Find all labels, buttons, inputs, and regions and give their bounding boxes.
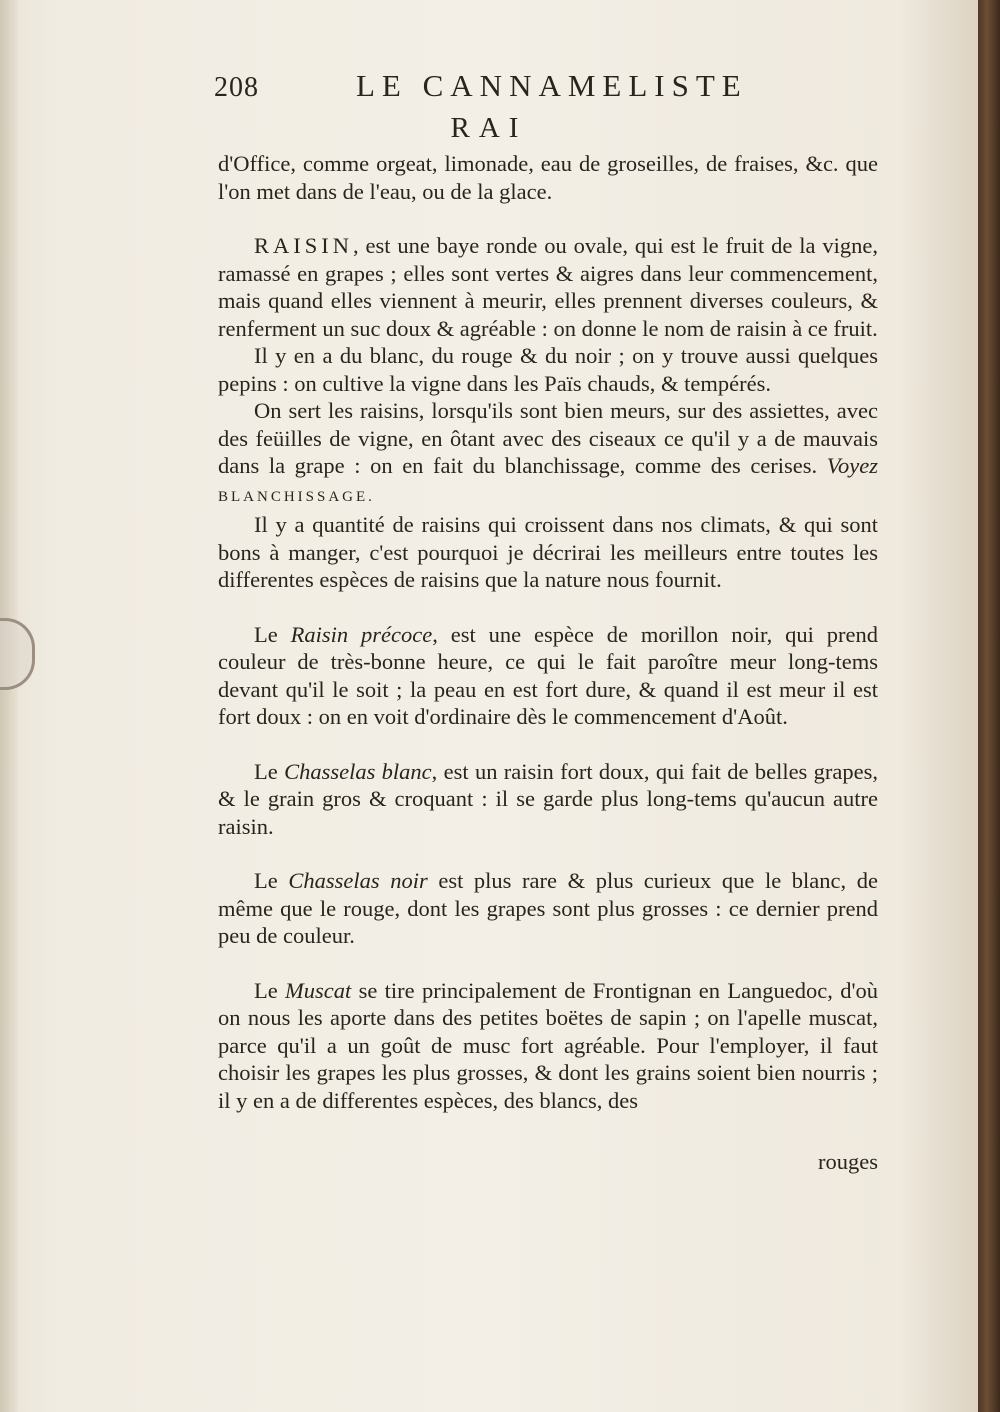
entry-text: , est une baye ronde ou ovale, qui est le fruit de la vigne, ramassé en grapes ; elles sont vertes & aigres dans leur commencement, mais quand elles viennent à meurir, elles prennent diverses couleurs, & renferment un suc doux & agréable : on donne le nom de raisin à ce fruit. (218, 233, 878, 341)
page-number: 208 (214, 72, 259, 103)
paragraph: Il y en a du blanc, du rouge & du noir ; on y trouve aussi quelques pepins : on cultive la vigne dans les Païs chauds, & tempérés. (218, 343, 878, 396)
variety-text: se tire principalement de Frontignan en Languedoc, d'où on nous les aporte dans des petites boëtes de sapin ; on l'apelle muscat, parce qu'il a un goût de musc fort agréable. Pour l'employer, il faut choisir les grapes les plus grosses, & dont les grains soient bien nourris ; il y en a de differentes espèces, des blancs, des (218, 977, 879, 1113)
paragraph-text: On sert les raisins, lorsqu'ils sont bien meurs, sur des assiettes, avec des feüilles de vigne, en ôtant avec des ciseaux ce qu'il y a de mauvais dans la grape : on en fait du blanchissage, comme des cerises. (218, 398, 878, 478)
cross-reference-target: BLANCHISSAGE. (218, 488, 375, 505)
page-edge (0, 0, 18, 1412)
entry-raisin (218, 232, 878, 342)
paragraph-continuation: d'Office, comme orgeat, limonade, eau de groseilles, de fraises, &c. que l'on met dans de l'eau, ou de la glace. (218, 151, 878, 204)
variety-paragraph (218, 621, 878, 731)
entry-headword: RAISIN (254, 233, 354, 258)
running-head (0, 68, 978, 108)
variety-term: Chasselas blanc (284, 758, 432, 784)
article: Le (254, 977, 278, 1003)
variety-text: , est une espèce de morillon noir, qui prend couleur de très-bonne heure, ce qui le fait paroître meur long-tems devant qu'il le soit ; la peau en est fort dure, & quand il est meur il est fort doux : on en voit d'ordinaire dès le commencement d'Août. (218, 621, 878, 729)
variety-paragraph (218, 758, 878, 841)
book-spine (978, 0, 1000, 1412)
variety-term: Chasselas noir (288, 868, 428, 893)
variety-text: est plus rare & plus curieux que le blanc, de même que le rouge, dont les grapes sont plus grosses : ce dernier prend peu de couleur. (218, 868, 878, 948)
article: Le (254, 758, 278, 784)
catchword: rouges (818, 1149, 878, 1174)
article: Le (254, 621, 278, 647)
paragraph (218, 397, 878, 511)
body-text (218, 150, 878, 1114)
variety-paragraph (218, 867, 878, 950)
article: Le (254, 868, 278, 893)
variety-text: , est un raisin fort doux, qui fait de belles grapes, & le grain gros & croquant : il se garde plus long-tems qu'aucun autre raisin. (218, 758, 878, 839)
paragraph: Il y a quantité de raisins qui croissent dans nos climats, & qui sont bons à manger, c'est pourquoi je décrirai les meilleurs entre toutes les differentes espèces de raisins que la nature nous fournit. (218, 512, 878, 592)
cross-reference-see: Voyez (826, 453, 879, 478)
running-title: LE CANNAMELISTE (356, 68, 748, 103)
variety-term: Raisin précoce (290, 621, 433, 647)
variety-paragraph (218, 977, 878, 1115)
variety-term: Muscat (285, 977, 352, 1003)
section-head: RAI (450, 112, 528, 144)
